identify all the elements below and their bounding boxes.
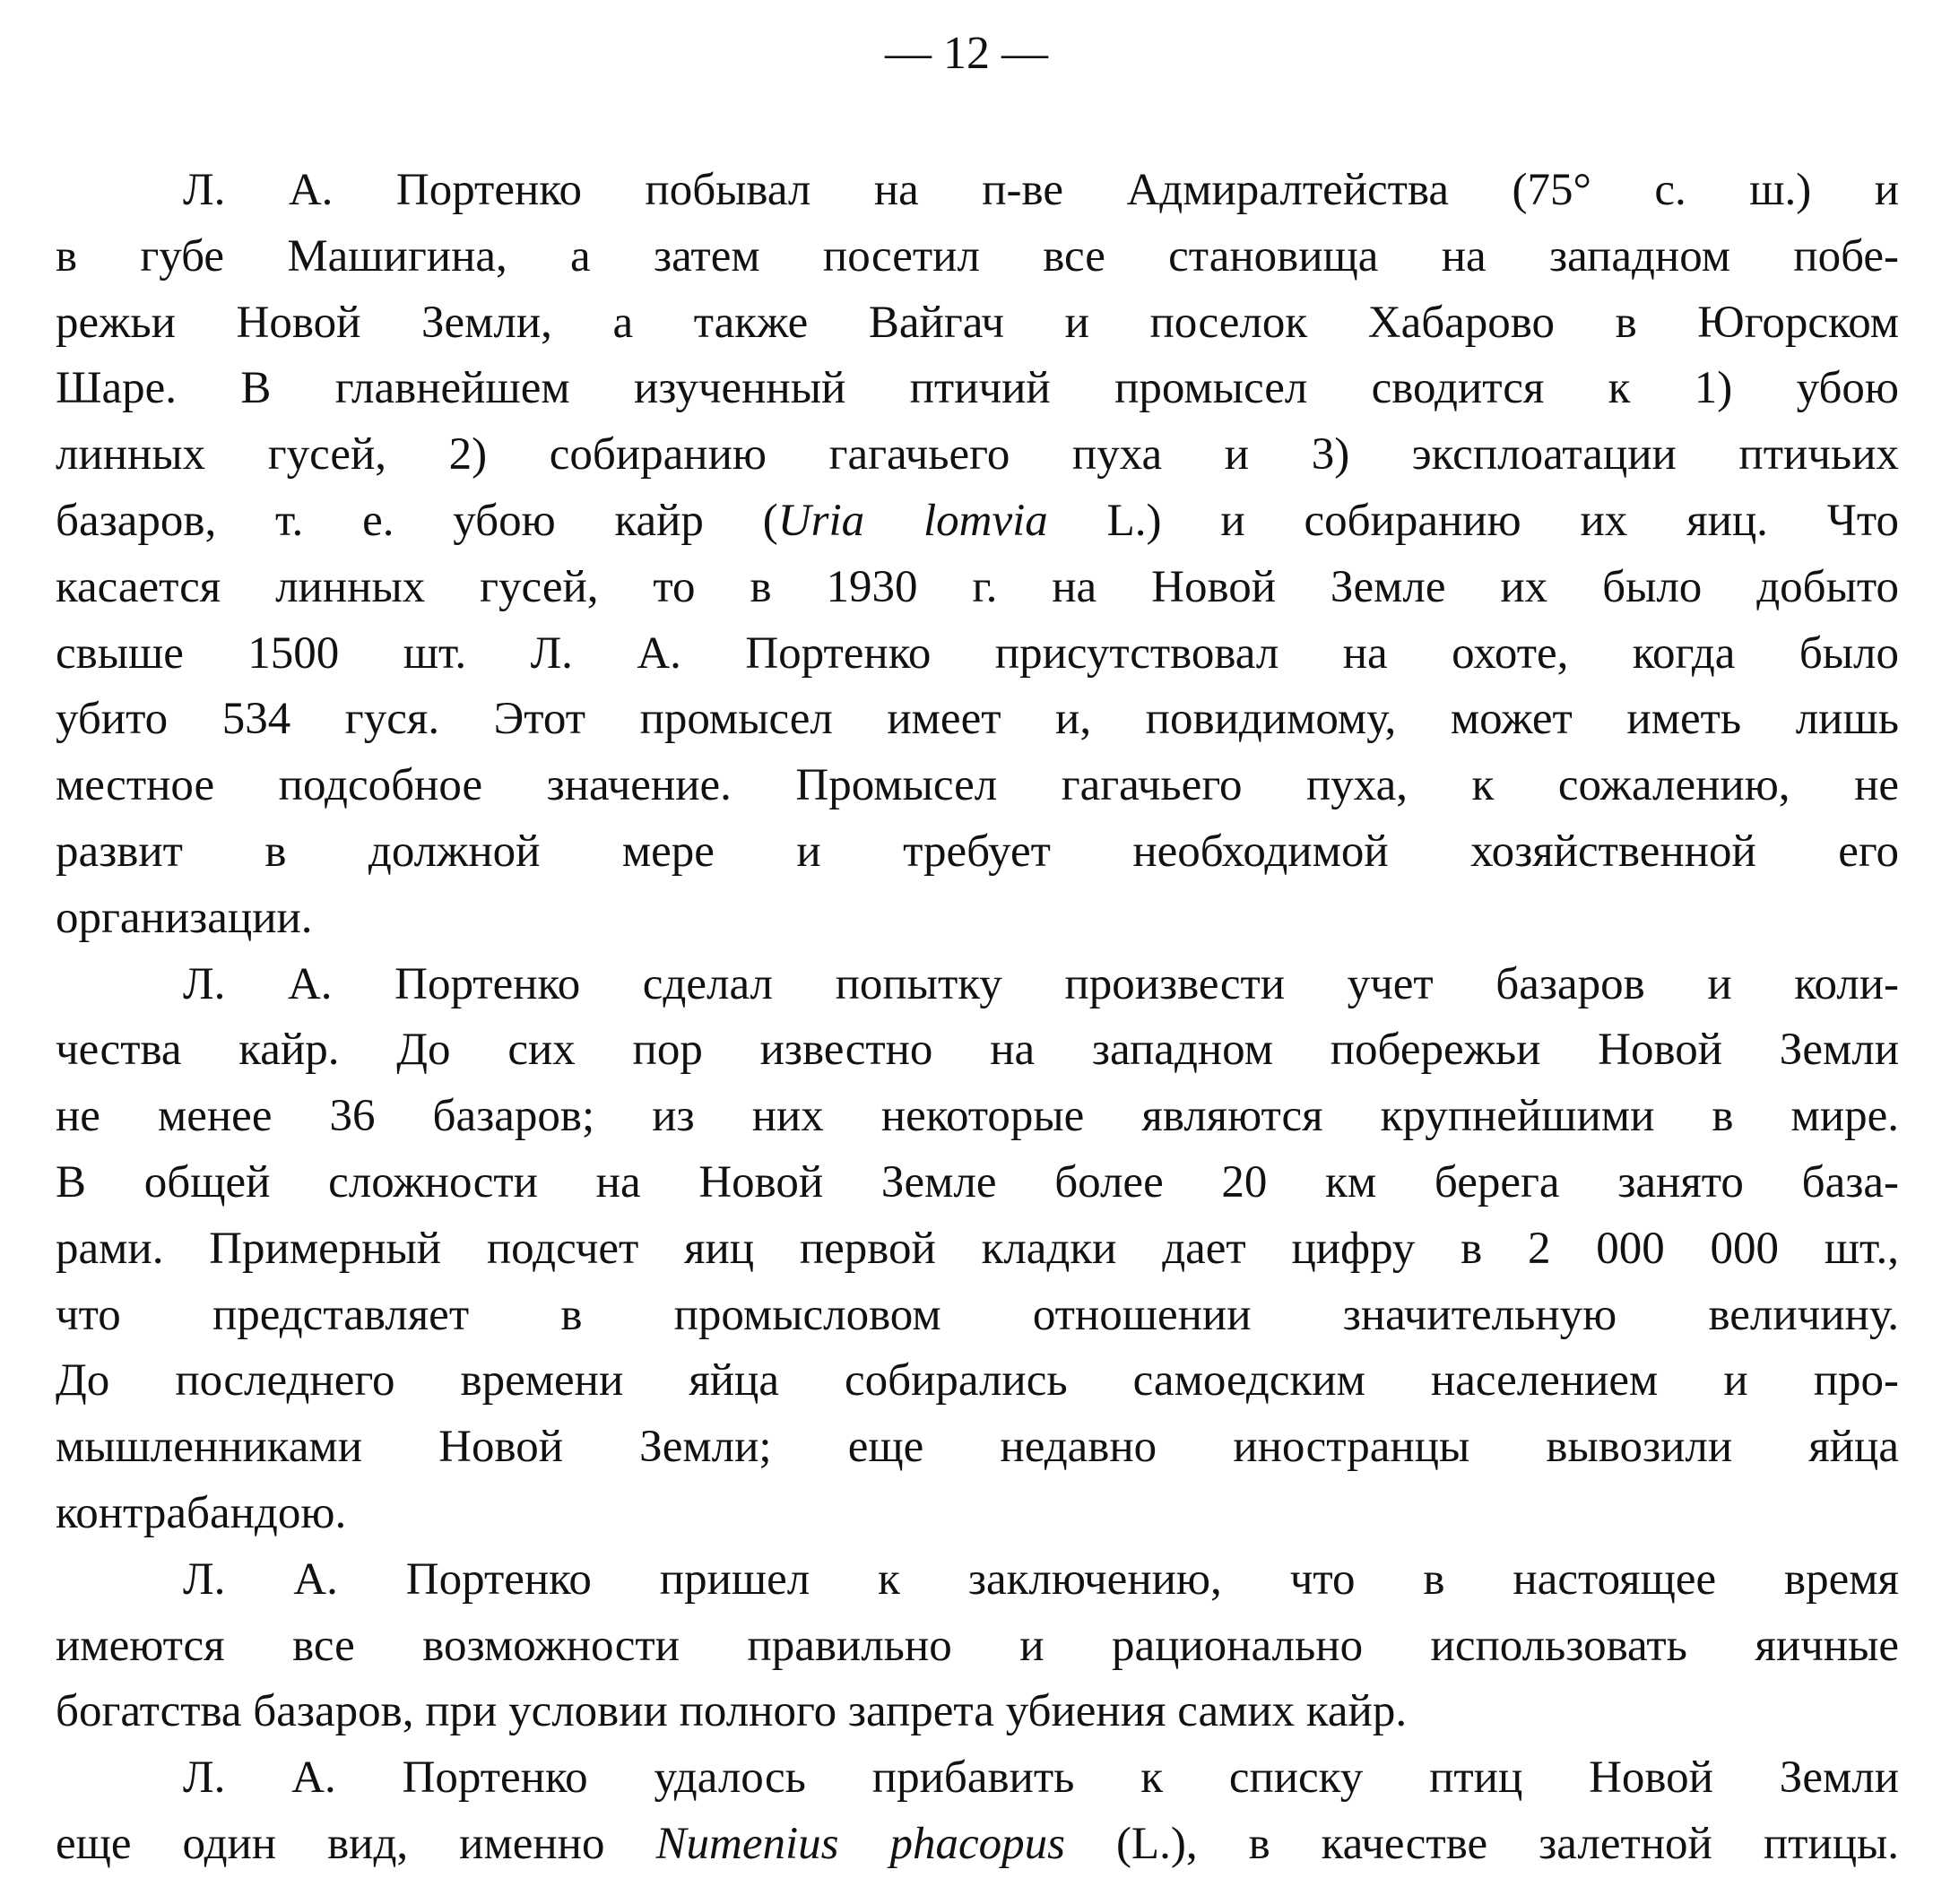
text-line: режьи Новой Земли, а также Вайгач и поселок Хабарово в Югорском xyxy=(56,297,1899,348)
species-name-italic: Uria lomvia xyxy=(777,495,1048,546)
text-line: Л. А. Портенко пришел к заключению, что в настоящее время xyxy=(183,1553,1899,1605)
text-line: организации. xyxy=(56,892,313,943)
text-line: свыше 1500 шт. Л. А. Портенко присутствовал на охоте, когда было xyxy=(56,627,1899,679)
text-segment: (L.), в качестве залетной птицы. xyxy=(1064,1818,1900,1869)
text-line: До последнего времени яйца собирались самоедским населением и про- xyxy=(56,1355,1899,1406)
text-line: не менее 36 базаров; из них некоторые являются крупнейшими в мире. xyxy=(56,1091,1899,1142)
species-name-italic: Numenius phacopus xyxy=(655,1818,1065,1869)
text-line xyxy=(56,1812,1899,1878)
text-line: развит в должной мере и требует необходимой хозяйственной его xyxy=(56,826,1899,877)
text-line: Шаре. В главнейшем изученный птичий промысел сводится к 1) убою xyxy=(56,363,1899,414)
text-line xyxy=(56,489,1899,555)
text-line: мышленниками Новой Земли; еще недавно иностранцы вывозили яйца xyxy=(56,1422,1899,1473)
text-segment: L.) и собиранию их яиц. Что xyxy=(1047,495,1899,546)
body-text xyxy=(56,158,1899,1878)
text-line: богатства базаров, при условии полного запрета убиения самих кайр. xyxy=(56,1686,1408,1737)
text-line: линных гусей, 2) собиранию гагачьего пуха и 3) эксплоатации птичьих xyxy=(56,429,1899,480)
text-line: Л. А. Портенко удалось прибавить к списку птиц Новой Земли xyxy=(183,1753,1899,1804)
text-line: В общей сложности на Новой Земле более 20 км берега занято база- xyxy=(56,1156,1899,1207)
text-line: Л. А. Портенко сделал попытку произвести учет базаров и коли- xyxy=(183,958,1899,1009)
text-segment: еще один вид, именно xyxy=(56,1818,656,1869)
text-line: касается линных гусей, то в 1930 г. на Новой Земле их было добыто xyxy=(56,561,1899,612)
text-line: контрабандою. xyxy=(56,1487,347,1538)
text-line: чества кайр. До сих пор известно на западном побережьи Новой Земли xyxy=(56,1025,1899,1076)
text-line: местное подсобное значение. Промысел гагачьего пуха, к сожалению, не xyxy=(56,760,1899,811)
text-line: убито 534 гуся. Этот промысел имеет и, повидимому, может иметь лишь xyxy=(56,694,1899,745)
text-line: Л. А. Портенко побывал на п-ве Адмиралтейства (75° с. ш.) и xyxy=(183,165,1899,215)
text-line: что представляет в промысловом отношении значительную величину. xyxy=(56,1289,1899,1340)
text-line: рами. Примерный подсчет яиц первой кладки дает цифру в 2 000 000 шт., xyxy=(56,1223,1899,1274)
text-line: имеются все возможности правильно и рационально использовать яичные xyxy=(56,1620,1899,1671)
text-segment: базаров, т. е. убою кайр ( xyxy=(56,495,778,546)
text-line: в губе Машигина, а затем посетил все становища на западном побе- xyxy=(56,230,1899,281)
page-number: — 12 — xyxy=(885,28,1048,79)
